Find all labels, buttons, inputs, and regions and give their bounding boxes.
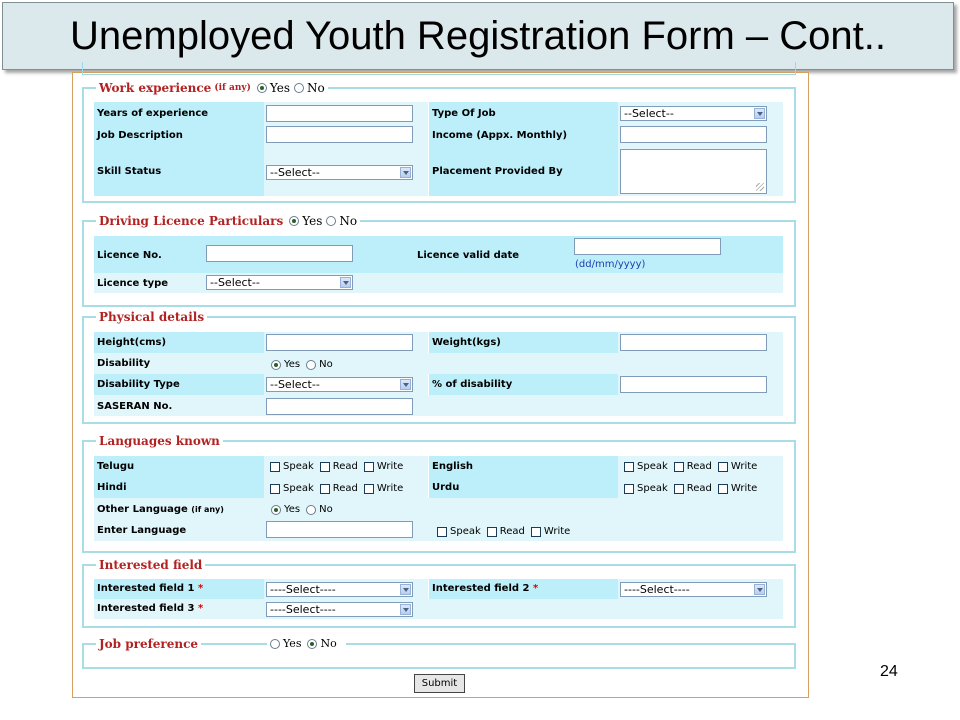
work-no-radio[interactable] xyxy=(294,83,304,93)
other-language-label: Other Language (if any) xyxy=(97,504,224,515)
disability-radio-group: Yes No xyxy=(271,359,339,370)
slide-title-bar xyxy=(2,2,954,70)
english-write-checkbox[interactable] xyxy=(718,462,728,472)
years-of-experience-label: Years of experience xyxy=(97,108,209,119)
placement-provided-textarea[interactable] xyxy=(620,149,767,194)
skill-status-label: Skill Status xyxy=(97,166,162,177)
other-language-no-radio[interactable] xyxy=(306,505,316,515)
english-speak-checkbox[interactable] xyxy=(624,462,634,472)
enter-language-label: Enter Language xyxy=(97,525,187,536)
hindi-write-checkbox[interactable] xyxy=(364,484,374,494)
row-cell xyxy=(94,395,783,416)
interested-field-2-select[interactable]: ----Select---- xyxy=(620,582,767,597)
job-preference-section xyxy=(82,637,796,669)
chevron-down-icon xyxy=(400,167,411,178)
work-yes-radio[interactable] xyxy=(257,83,267,93)
languages-known-legend: Languages known xyxy=(96,433,223,449)
urdu-label: Urdu xyxy=(432,482,460,493)
chevron-down-icon xyxy=(400,584,411,595)
licence-type-label: Licence type xyxy=(97,278,169,289)
physical-details-legend: Physical details xyxy=(96,309,207,325)
english-checkbox-group: Speak Read Write xyxy=(624,461,763,472)
interested-field-1-label: Interested field 1 * xyxy=(97,583,204,594)
hindi-checkbox-group: Speak Read Write xyxy=(270,483,409,494)
work-experience-legend: Work experience (if any) Yes No xyxy=(96,80,328,96)
licence-yes-radio[interactable] xyxy=(289,216,299,226)
date-format-hint: (dd/mm/yyyy) xyxy=(575,259,646,270)
slide-page-number: 24 xyxy=(880,663,898,680)
job-preference-legend: Job preference xyxy=(96,636,201,652)
submit-button[interactable]: Submit xyxy=(414,674,465,693)
urdu-write-checkbox[interactable] xyxy=(718,484,728,494)
licence-valid-date-input[interactable] xyxy=(574,238,721,255)
job-description-input[interactable] xyxy=(266,126,413,143)
disability-no-radio[interactable] xyxy=(306,360,316,370)
percent-disability-label: % of disability xyxy=(432,379,513,390)
disability-type-select[interactable]: --Select-- xyxy=(266,377,413,392)
hindi-label: Hindi xyxy=(97,482,127,493)
telugu-read-checkbox[interactable] xyxy=(320,462,330,472)
interested-field-1-select[interactable]: ----Select---- xyxy=(266,582,413,597)
job-preference-no-radio[interactable] xyxy=(307,639,317,649)
years-of-experience-input[interactable] xyxy=(266,105,413,122)
interested-field-3-select[interactable]: ----Select---- xyxy=(266,602,413,617)
job-preference-yes-radio[interactable] xyxy=(270,639,280,649)
licence-valid-date-label: Licence valid date xyxy=(417,250,520,261)
urdu-read-checkbox[interactable] xyxy=(674,484,684,494)
chevron-down-icon xyxy=(400,604,411,615)
chevron-down-icon xyxy=(754,108,765,119)
chevron-down-icon xyxy=(400,379,411,390)
weight-input[interactable] xyxy=(620,334,767,351)
height-input[interactable] xyxy=(266,334,413,351)
licence-no-input[interactable] xyxy=(206,245,353,262)
entered-language-read-checkbox[interactable] xyxy=(487,527,497,537)
placement-provided-label: Placement Provided By xyxy=(432,166,563,177)
chevron-down-icon xyxy=(340,277,351,288)
telugu-speak-checkbox[interactable] xyxy=(270,462,280,472)
entered-language-speak-checkbox[interactable] xyxy=(437,527,447,537)
english-read-checkbox[interactable] xyxy=(674,462,684,472)
type-of-job-label: Type Of Job xyxy=(432,108,496,119)
driving-licence-legend: Driving Licence Particulars Yes No xyxy=(96,213,360,229)
telugu-label: Telugu xyxy=(97,461,135,472)
saseran-input[interactable] xyxy=(266,398,413,415)
saseran-label: SASERAN No. xyxy=(97,401,173,412)
licence-type-select[interactable]: --Select-- xyxy=(206,275,353,290)
income-input[interactable] xyxy=(620,126,767,143)
height-label: Height(cms) xyxy=(97,337,167,348)
urdu-checkbox-group: Speak Read Write xyxy=(624,483,763,494)
entered-language-write-checkbox[interactable] xyxy=(531,527,541,537)
resize-grip-icon[interactable] xyxy=(756,183,764,191)
enter-language-input[interactable] xyxy=(266,521,413,538)
weight-label: Weight(kgs) xyxy=(432,337,501,348)
previous-section-edge xyxy=(82,62,796,75)
interested-field-2-label: Interested field 2 * xyxy=(432,583,539,594)
percent-disability-input[interactable] xyxy=(620,376,767,393)
urdu-speak-checkbox[interactable] xyxy=(624,484,634,494)
licence-no-radio[interactable] xyxy=(326,216,336,226)
row-cell xyxy=(94,353,783,374)
job-preference-radio-group: Yes No xyxy=(267,637,346,650)
disability-label: Disability xyxy=(97,358,151,369)
other-language-radio-group: Yes No xyxy=(271,504,339,515)
telugu-write-checkbox[interactable] xyxy=(364,462,374,472)
other-language-yes-radio[interactable] xyxy=(271,505,281,515)
licence-no-label: Licence No. xyxy=(97,250,162,261)
row-cell xyxy=(94,273,783,293)
skill-status-select[interactable]: --Select-- xyxy=(266,165,413,180)
telugu-checkbox-group: Speak Read Write xyxy=(270,461,409,472)
interested-field-legend: Interested field xyxy=(96,557,205,573)
entered-language-checkbox-group: Speak Read Write xyxy=(437,526,576,537)
english-label: English xyxy=(432,461,474,472)
slide-title: Unemployed Youth Registration Form – Cont.. xyxy=(70,14,886,58)
type-of-job-select[interactable]: --Select-- xyxy=(620,106,767,121)
disability-type-label: Disability Type xyxy=(97,379,180,390)
chevron-down-icon xyxy=(754,584,765,595)
income-label: Income (Appx. Monthly) xyxy=(432,130,568,141)
job-description-label: Job Description xyxy=(97,130,183,141)
interested-field-3-label: Interested field 3 * xyxy=(97,603,204,614)
hindi-speak-checkbox[interactable] xyxy=(270,484,280,494)
hindi-read-checkbox[interactable] xyxy=(320,484,330,494)
disability-yes-radio[interactable] xyxy=(271,360,281,370)
